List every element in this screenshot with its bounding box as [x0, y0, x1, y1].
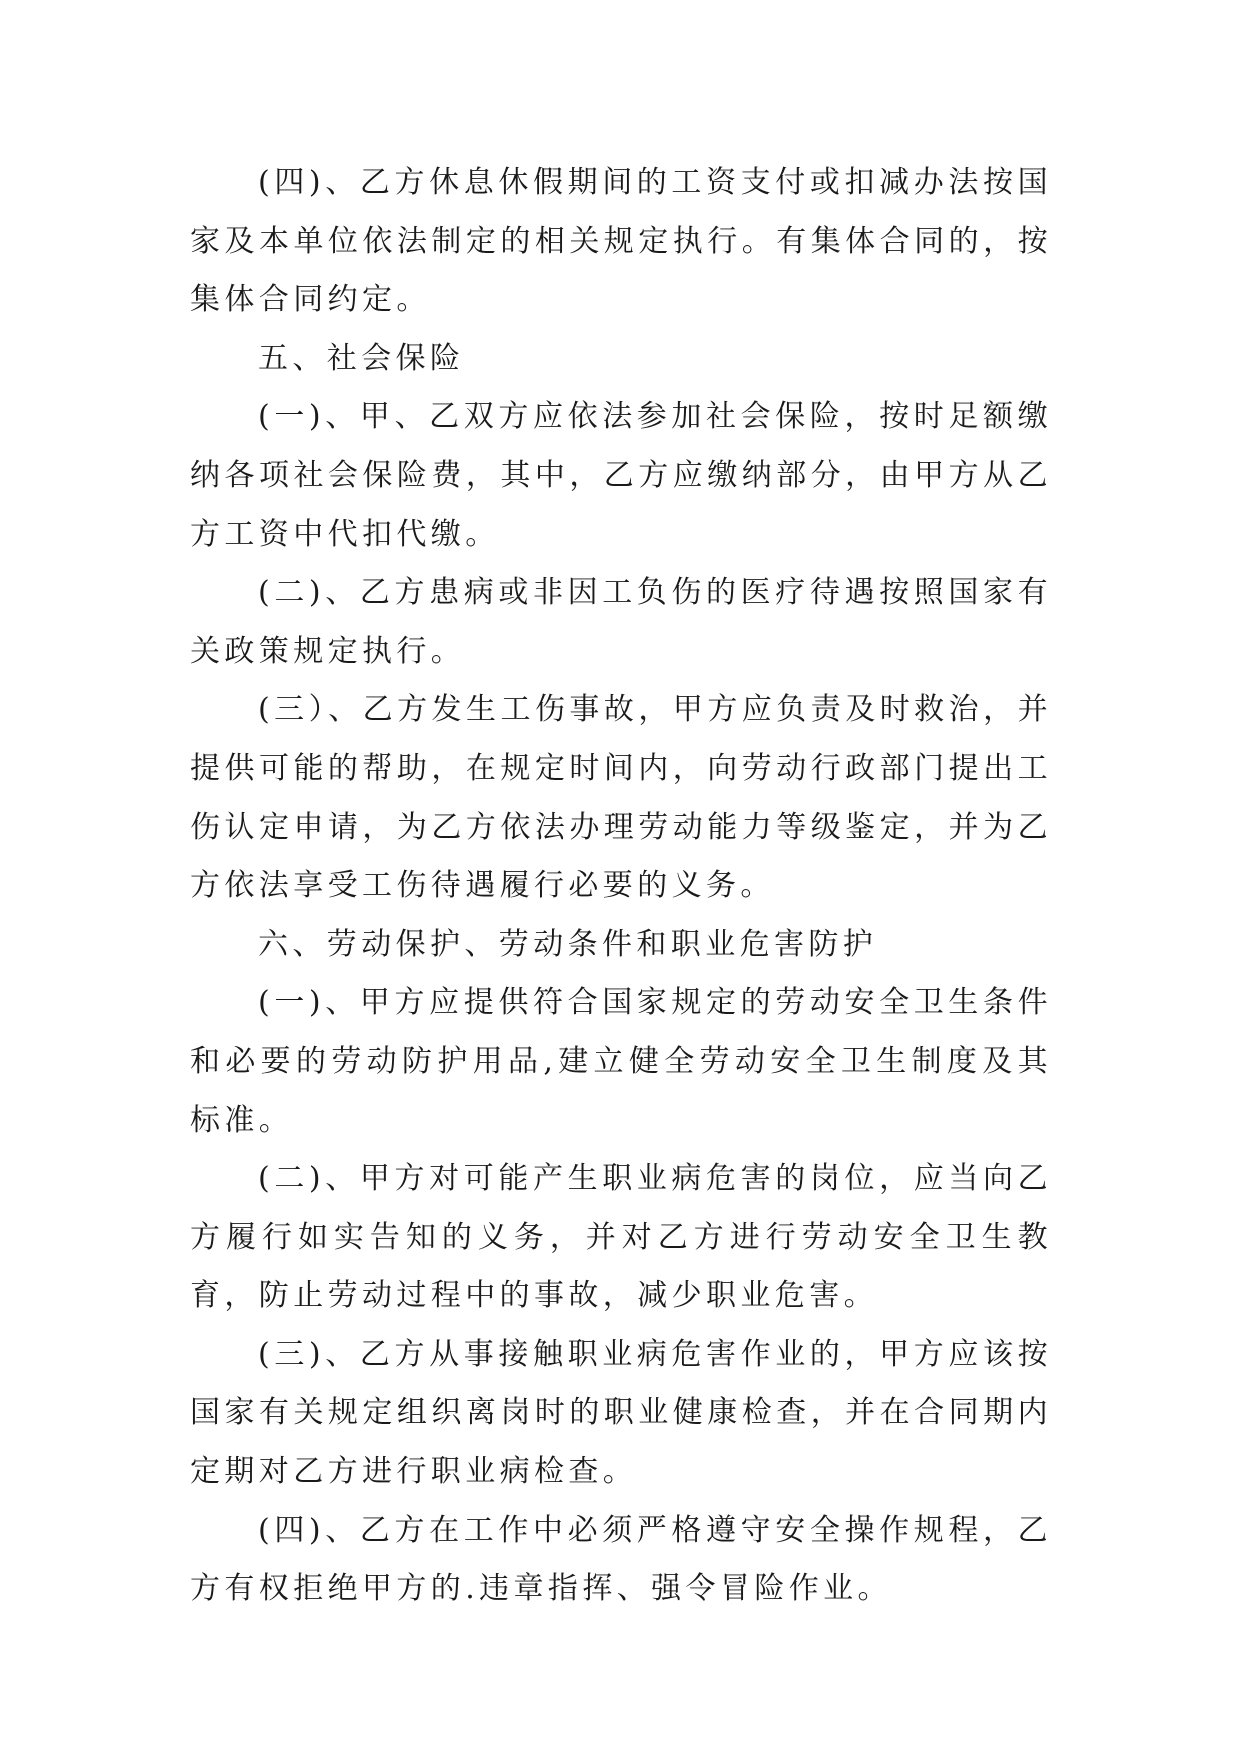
paragraph-safety-conditions: (一)、甲方应提供符合国家规定的劳动安全卫生条件和必要的劳动防护用品,建立健全劳动安全卫生制度及其标准。 — [190, 985, 1052, 1138]
paragraph-medical-treatment: (二)、乙方患病或非因工负伤的医疗待遇按照国家有关政策规定执行。 — [190, 575, 1052, 669]
paragraph-insurance-participation: (一)、甲、乙双方应依法参加社会保险，按时足额缴纳各项社会保险费，其中，乙方应缴纳部分，由甲方从乙方工资中代扣代缴。 — [190, 399, 1052, 552]
document-body — [190, 154, 1052, 1619]
section-heading-social-insurance: 五、社会保险 — [258, 340, 465, 376]
paragraph-wage-during-leave: (四)、乙方休息休假期间的工资支付或扣减办法按国家及本单位依法制定的相关规定执行。有集体合同的，按集体合同约定。 — [190, 165, 1052, 318]
paragraph-work-injury: (三）、乙方发生工伤事故，甲方应负责及时救治，并提供可能的帮助，在规定时间内，向劳动行政部门提出工伤认定申请，为乙方依法办理劳动能力等级鉴定，并为乙方依法享受工伤待遇履行必要的义务。 — [190, 692, 1052, 904]
paragraph-safety-rules: (四)、乙方在工作中必须严格遵守安全操作规程，乙方有权拒绝甲方的.违章指挥、强令冒险作业。 — [190, 1512, 1052, 1607]
paragraph-hazard-notification: (二)、甲方对可能产生职业病危害的岗位，应当向乙方履行如实告知的义务，并对乙方进行劳动安全卫生教育，防止劳动过程中的事故，减少职业危害。 — [190, 1161, 1052, 1314]
section-heading-labor-protection: 六、劳动保护、劳动条件和职业危害防护 — [258, 926, 878, 962]
paragraph-health-examination: (三)、乙方从事接触职业病危害作业的，甲方应该按国家有关规定组织离岗时的职业健康检查，并在合同期内定期对乙方进行职业病检查。 — [190, 1336, 1052, 1490]
